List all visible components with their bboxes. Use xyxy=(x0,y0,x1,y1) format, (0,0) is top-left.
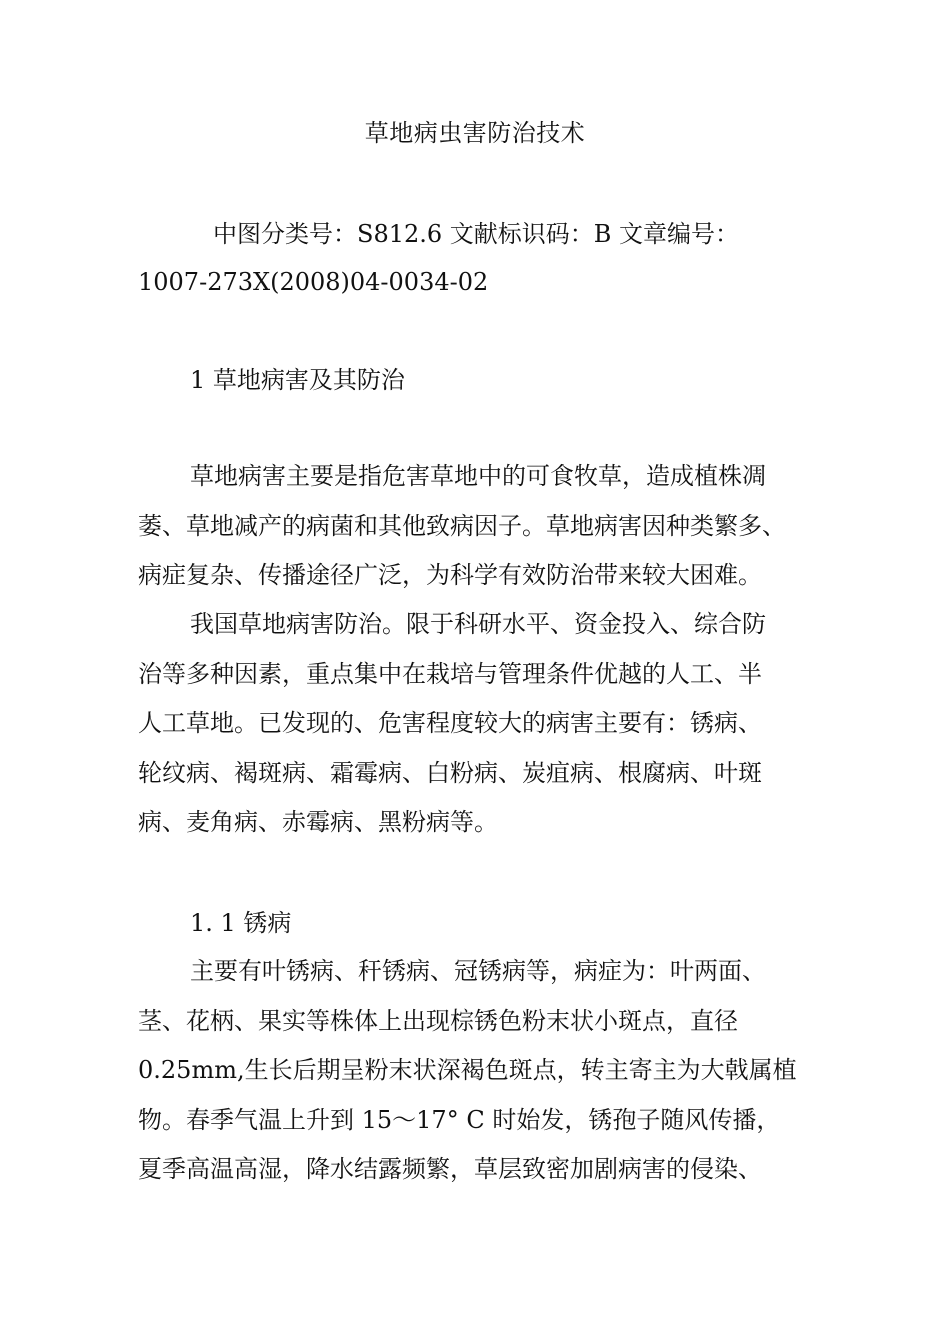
paragraph-line: 夏季高温高湿，降水结露频繁，草层致密加剧病害的侵染、 xyxy=(138,1155,762,1183)
section-heading-diseases: 1 草地病害及其防治 xyxy=(190,366,405,394)
paragraph-line: 0.25mm,生长后期呈粉末状深褐色斑点，转主寄主为大戟属植 xyxy=(138,1056,797,1084)
paragraph-line: 人工草地。已发现的、危害程度较大的病害主要有：锈病、 xyxy=(138,709,762,737)
paragraph-disease-control xyxy=(138,600,818,848)
document-title: 草地病虫害防治技术 xyxy=(364,119,586,147)
paragraph-line: 病症复杂、传播途径广泛，为科学有效防治带来较大困难。 xyxy=(138,561,762,589)
paragraph-line: 草地病害主要是指危害草地中的可食牧草，造成植株凋 xyxy=(190,462,766,490)
paragraph-line: 轮纹病、褐斑病、霜霉病、白粉病、炭疽病、根腐病、叶斑 xyxy=(138,758,762,787)
article-number-line: 1007-273X(2008)04-0034-02 xyxy=(138,268,489,296)
paragraph-line: 我国草地病害防治。限于科研水平、资金投入、综合防 xyxy=(190,610,766,638)
classification-line: 中图分类号：S812.6 文献标识码：B 文章编号： xyxy=(213,220,740,248)
paragraph-line: 病、麦角病、赤霉病、黑粉病等。 xyxy=(138,808,498,836)
paragraph-line: 治等多种因素，重点集中在栽培与管理条件优越的人工、半 xyxy=(138,659,762,688)
paragraph-rust-symptoms xyxy=(138,947,818,1195)
classification-info xyxy=(138,210,818,306)
paragraph-disease-definition xyxy=(138,452,818,601)
paragraph-line: 主要有叶锈病、秆锈病、冠锈病等，病症为：叶两面、 xyxy=(190,957,766,985)
paragraph-line: 物。春季气温上升到 15～17° C 时始发，锈孢子随风传播， xyxy=(138,1105,781,1134)
paragraph-line: 茎、花柄、果实等株体上出现棕锈色粉末状小斑点，直径 xyxy=(138,1006,738,1035)
section-heading-rust: 1. 1 锈病 xyxy=(190,909,292,937)
paragraph-line: 萎、草地减产的病菌和其他致病因子。草地病害因种类繁多、 xyxy=(138,511,786,540)
